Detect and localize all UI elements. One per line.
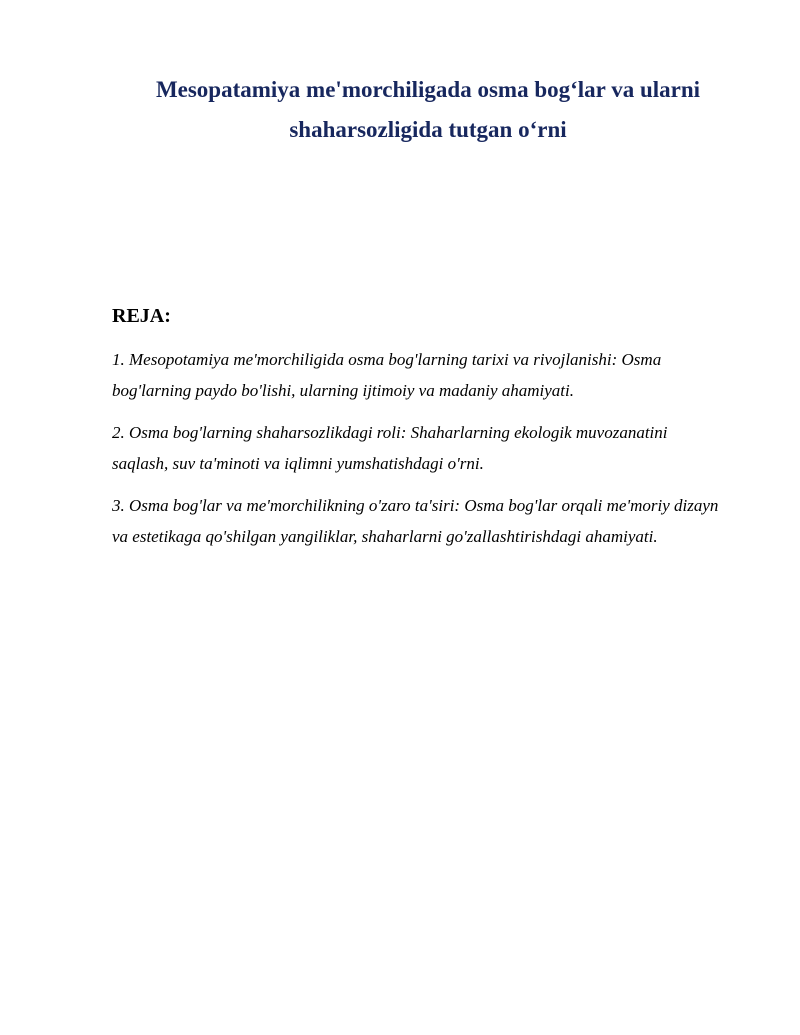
- document-title: [100, 70, 756, 150]
- plan-list: [112, 344, 722, 563]
- plan-item-1: 1. Mesopotamiya me'morchiligida osma bog'larning tarixi va rivojlanishi: Osma bog'larning paydo bo'lishi, ularning ijtimoiy va madaniy ahamiyati.: [112, 350, 662, 400]
- document-title-line-2: shaharsozligida tutgan o‘rni: [289, 117, 567, 142]
- plan-heading: REJA:: [112, 305, 171, 327]
- document-title-line-1: Mesopatamiya me'morchiligada osma bog‘lar va ularni: [155, 77, 701, 102]
- plan-item-2: 2. Osma bog'larning shaharsozlikdagi roli: Shaharlarning ekologik muvozanatini saqlash, suv ta'minoti va iqlimni yumshatishdagi o'rni.: [112, 423, 668, 473]
- plan-item-3: 3. Osma bog'lar va me'morchilikning o'zaro ta'siri: Osma bog'lar orqali me'moriy dizayn va estetikaga qo'shilgan yangiliklar, shaharlarni go'zallashtirishdagi ahamiyati.: [112, 496, 719, 546]
